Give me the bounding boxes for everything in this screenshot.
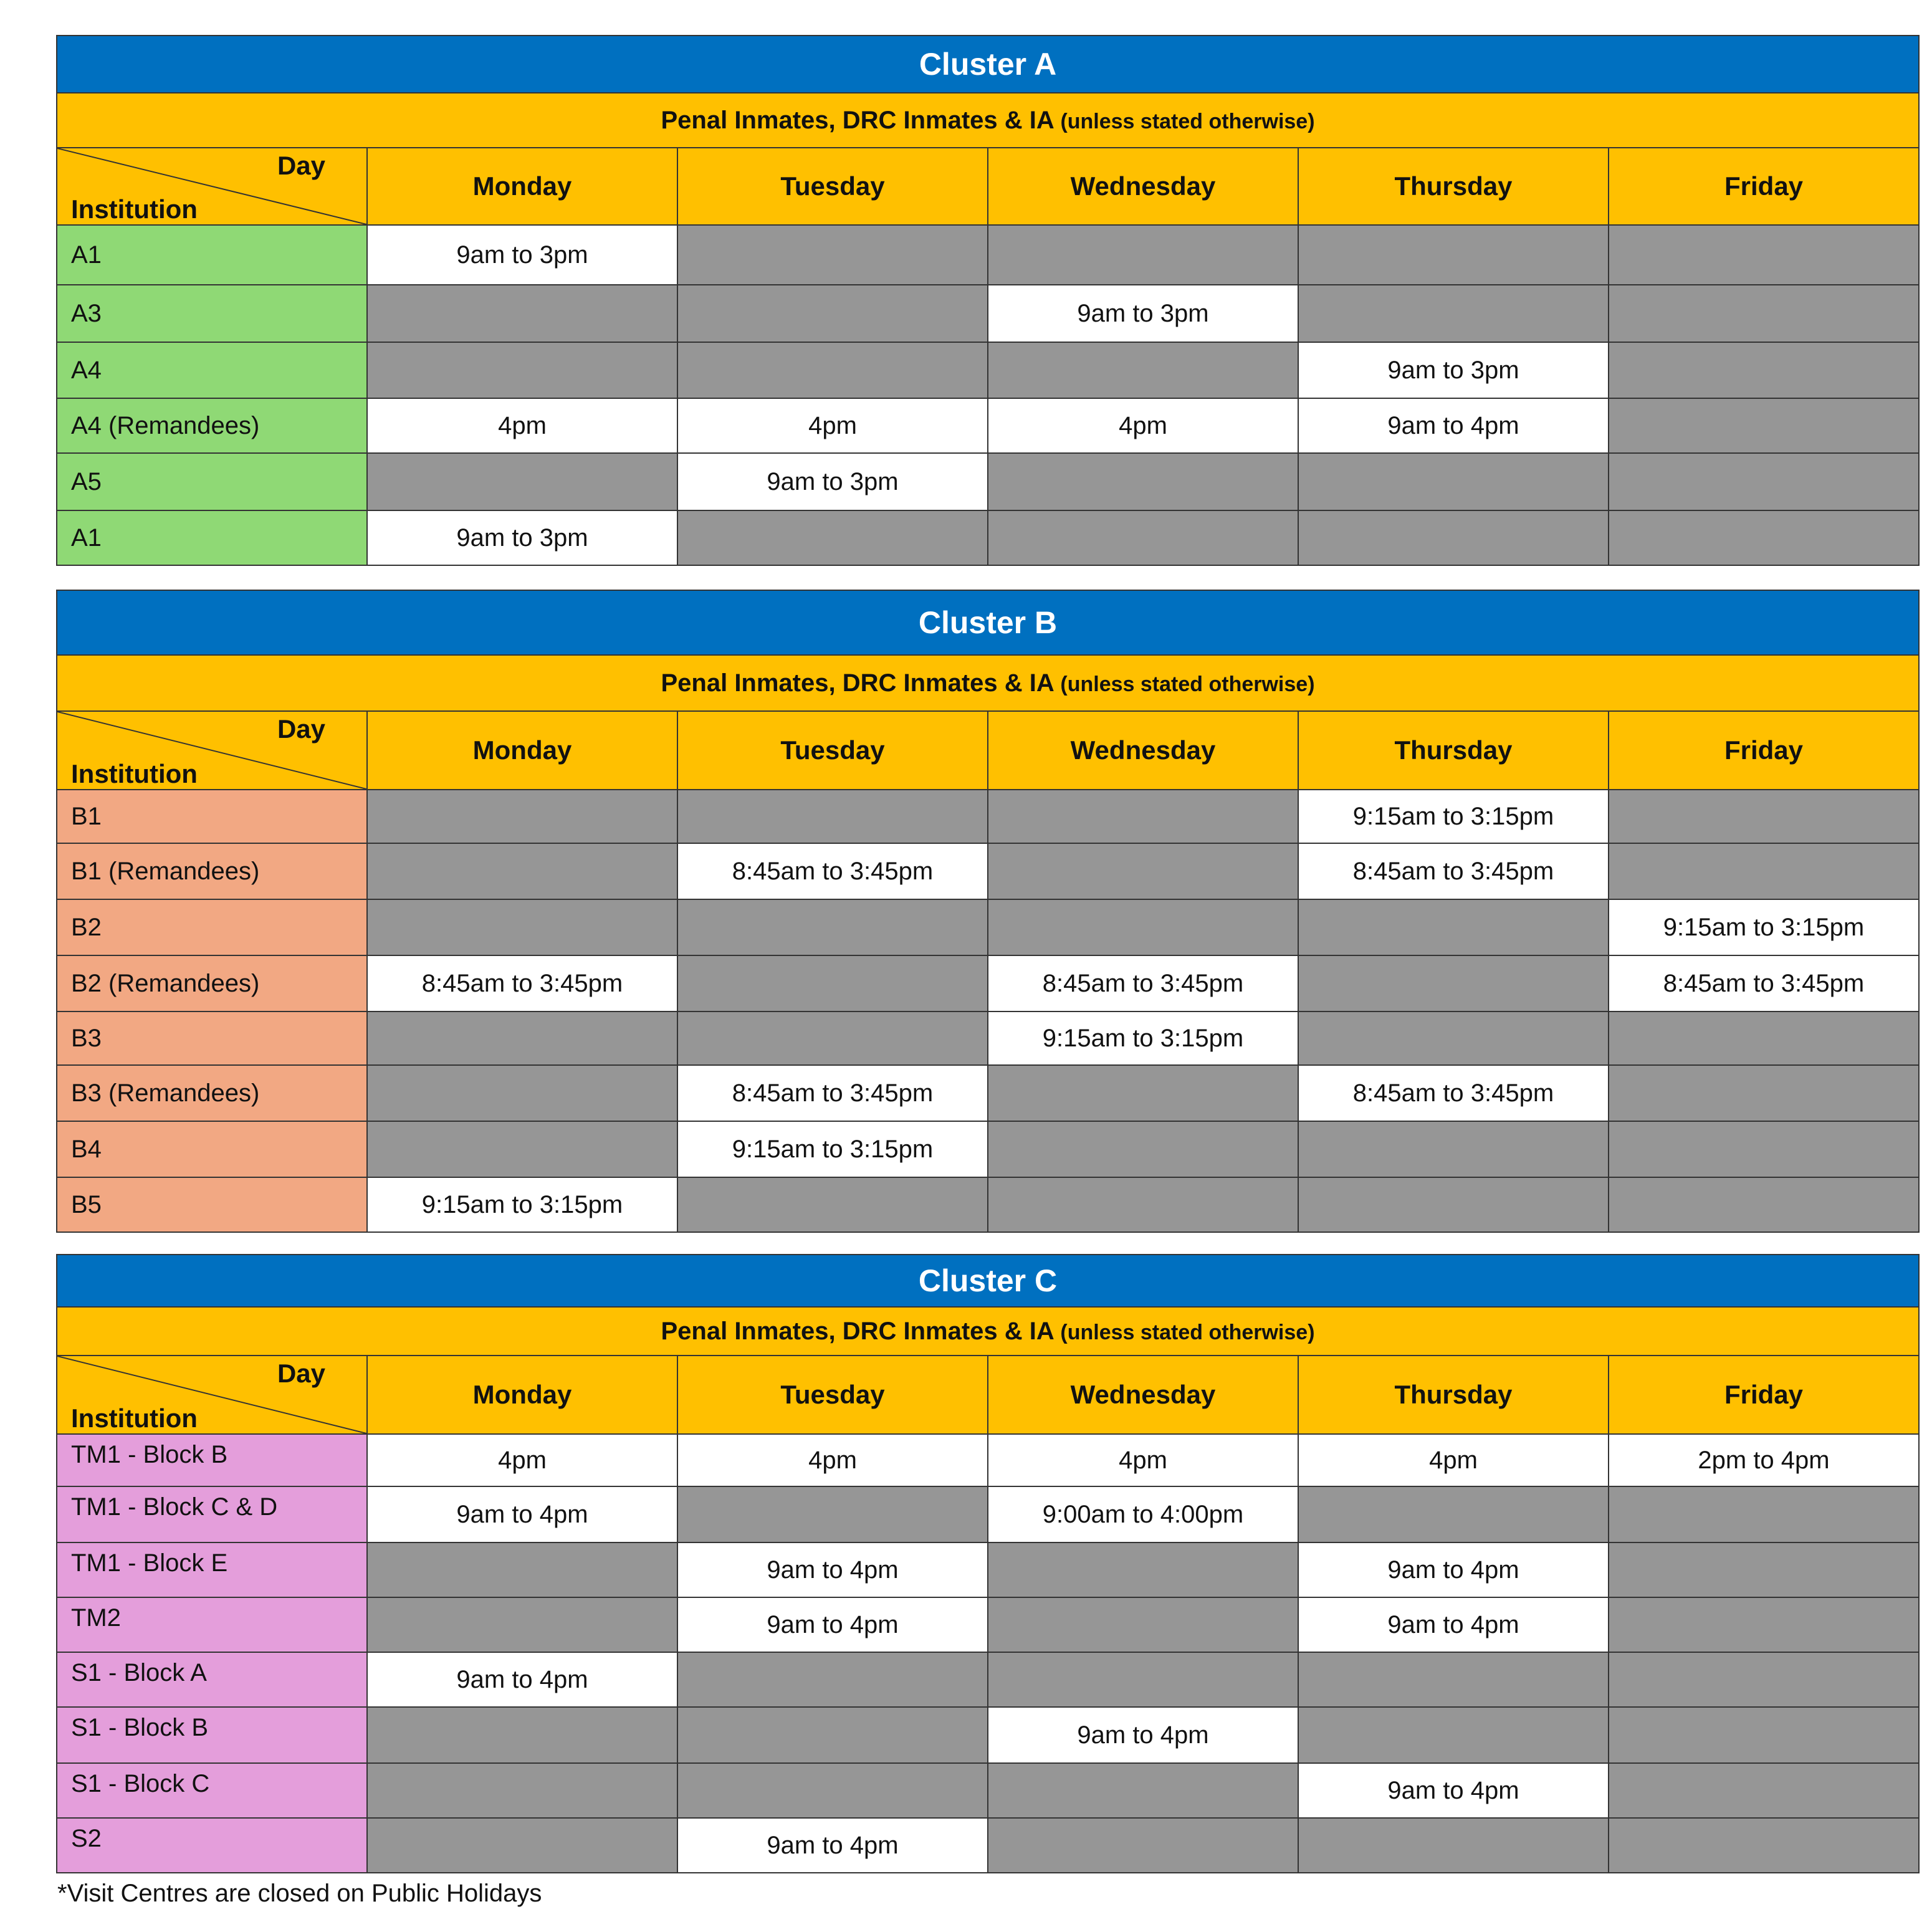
closed-slot — [1609, 510, 1919, 565]
closed-slot — [1609, 1177, 1919, 1232]
closed-slot — [988, 1065, 1298, 1121]
day-header-friday: Friday — [1609, 1356, 1919, 1434]
day-header-monday: Monday — [367, 1356, 677, 1434]
visit-slot: 9:00am to 4:00pm — [988, 1486, 1298, 1542]
closed-slot — [367, 899, 677, 955]
closed-slot — [1298, 225, 1609, 285]
closed-slot — [988, 1542, 1298, 1597]
closed-slot — [988, 453, 1298, 510]
closed-slot — [1298, 453, 1609, 510]
cluster-title: Cluster B — [57, 590, 1919, 655]
subtitle-note: (unless stated otherwise) — [1060, 109, 1315, 133]
table-row — [57, 1707, 1919, 1763]
closed-slot — [1298, 1486, 1609, 1542]
day-header-monday: Monday — [367, 711, 677, 790]
day-header-thursday: Thursday — [1298, 711, 1609, 790]
day-header-monday: Monday — [367, 148, 677, 225]
footnote: *Visit Centres are closed on Public Holidays — [57, 1880, 542, 1907]
visit-slot: 9am to 4pm — [367, 1486, 677, 1542]
table-row — [57, 955, 1919, 1011]
closed-slot — [1609, 1818, 1919, 1873]
visit-slot: 9am to 3pm — [988, 285, 1298, 342]
closed-slot — [1609, 1121, 1919, 1177]
table-row — [57, 510, 1919, 565]
subtitle-main: Penal Inmates, DRC Inmates & IA — [661, 669, 1054, 697]
closed-slot — [1609, 342, 1919, 398]
closed-slot — [367, 790, 677, 843]
closed-slot — [677, 1652, 988, 1707]
closed-slot — [677, 790, 988, 843]
institution-cell: A5 — [57, 453, 367, 510]
closed-slot — [367, 342, 677, 398]
closed-slot — [988, 1177, 1298, 1232]
closed-slot — [1609, 1707, 1919, 1763]
institution-cell: TM1 - Block C & D — [57, 1486, 367, 1542]
visit-slot: 4pm — [367, 398, 677, 453]
closed-slot — [1298, 1818, 1609, 1873]
cluster-a-table — [56, 35, 1920, 566]
corner-day-label: Day — [277, 714, 325, 744]
institution-cell: B2 (Remandees) — [57, 955, 367, 1011]
closed-slot — [677, 285, 988, 342]
closed-slot — [1609, 1065, 1919, 1121]
closed-slot — [1298, 1652, 1609, 1707]
visit-slot: 8:45am to 3:45pm — [677, 1065, 988, 1121]
cluster-title: Cluster C — [57, 1255, 1919, 1307]
day-header-tuesday: Tuesday — [677, 148, 988, 225]
institution-cell: B5 — [57, 1177, 367, 1232]
subtitle-note: (unless stated otherwise) — [1060, 1320, 1315, 1344]
closed-slot — [367, 453, 677, 510]
day-header-tuesday: Tuesday — [677, 1356, 988, 1434]
closed-slot — [1609, 398, 1919, 453]
institution-cell: B2 — [57, 899, 367, 955]
corner-header — [57, 1356, 367, 1434]
visit-slot: 9:15am to 3:15pm — [988, 1011, 1298, 1065]
visit-slot: 4pm — [677, 1434, 988, 1486]
institution-cell: A1 — [57, 225, 367, 285]
corner-header — [57, 711, 367, 790]
institution-cell: S1 - Block B — [57, 1707, 367, 1763]
corner-header — [57, 148, 367, 225]
closed-slot — [367, 1542, 677, 1597]
table-row — [57, 1652, 1919, 1707]
table-row — [57, 1177, 1919, 1232]
table-row — [57, 225, 1919, 285]
visit-slot: 9am to 4pm — [677, 1818, 988, 1873]
visit-slot: 9am to 3pm — [367, 225, 677, 285]
table-row — [57, 1486, 1919, 1542]
institution-cell: S1 - Block A — [57, 1652, 367, 1707]
corner-institution-label: Institution — [71, 759, 198, 788]
visit-slot: 4pm — [367, 1434, 677, 1486]
day-header-thursday: Thursday — [1298, 148, 1609, 225]
closed-slot — [1609, 790, 1919, 843]
closed-slot — [988, 225, 1298, 285]
table-row — [57, 342, 1919, 398]
closed-slot — [1609, 1597, 1919, 1652]
closed-slot — [988, 899, 1298, 955]
institution-cell: B1 — [57, 790, 367, 843]
visit-slot: 9am to 3pm — [677, 453, 988, 510]
visit-slot: 9:15am to 3:15pm — [1298, 790, 1609, 843]
closed-slot — [677, 342, 988, 398]
closed-slot — [1609, 1486, 1919, 1542]
closed-slot — [988, 1597, 1298, 1652]
institution-cell: A4 (Remandees) — [57, 398, 367, 453]
visit-slot: 9am to 4pm — [988, 1707, 1298, 1763]
table-row — [57, 1434, 1919, 1486]
visit-slot: 8:45am to 3:45pm — [367, 955, 677, 1011]
closed-slot — [1298, 510, 1609, 565]
closed-slot — [1298, 285, 1609, 342]
closed-slot — [1298, 1177, 1609, 1232]
institution-cell: A1 — [57, 510, 367, 565]
subtitle-main: Penal Inmates, DRC Inmates & IA — [661, 106, 1054, 134]
closed-slot — [1609, 453, 1919, 510]
table-row — [57, 398, 1919, 453]
closed-slot — [677, 955, 988, 1011]
institution-cell: TM1 - Block B — [57, 1434, 367, 1486]
visit-slot: 4pm — [677, 398, 988, 453]
closed-slot — [677, 510, 988, 565]
closed-slot — [367, 285, 677, 342]
table-row — [57, 1597, 1919, 1652]
corner-day-label: Day — [277, 151, 325, 180]
closed-slot — [1298, 1011, 1609, 1065]
visit-slot: 9am to 4pm — [1298, 1542, 1609, 1597]
cluster-c-table — [56, 1254, 1920, 1873]
closed-slot — [367, 843, 677, 899]
subtitle-main: Penal Inmates, DRC Inmates & IA — [661, 1317, 1054, 1345]
closed-slot — [677, 1707, 988, 1763]
closed-slot — [1298, 955, 1609, 1011]
visit-slot: 9am to 3pm — [1298, 342, 1609, 398]
visit-slot: 9am to 4pm — [677, 1542, 988, 1597]
day-header-friday: Friday — [1609, 711, 1919, 790]
table-row — [57, 1065, 1919, 1121]
institution-cell: B1 (Remandees) — [57, 843, 367, 899]
closed-slot — [988, 510, 1298, 565]
institution-cell: B3 — [57, 1011, 367, 1065]
institution-cell: TM1 - Block E — [57, 1542, 367, 1597]
closed-slot — [367, 1011, 677, 1065]
institution-cell: S2 — [57, 1818, 367, 1873]
visit-slot: 9am to 4pm — [367, 1652, 677, 1707]
visit-slot: 9am to 4pm — [1298, 1763, 1609, 1818]
visit-slot: 9:15am to 3:15pm — [1609, 899, 1919, 955]
day-header-wednesday: Wednesday — [988, 1356, 1298, 1434]
table-row — [57, 843, 1919, 899]
closed-slot — [367, 1597, 677, 1652]
closed-slot — [988, 342, 1298, 398]
visit-slot: 9am to 4pm — [677, 1597, 988, 1652]
visit-slot: 9:15am to 3:15pm — [367, 1177, 677, 1232]
closed-slot — [988, 1121, 1298, 1177]
closed-slot — [677, 1177, 988, 1232]
table-row — [57, 1121, 1919, 1177]
visit-slot: 4pm — [1298, 1434, 1609, 1486]
closed-slot — [988, 1652, 1298, 1707]
cluster-b-table — [56, 590, 1920, 1233]
institution-cell: TM2 — [57, 1597, 367, 1652]
visit-slot: 9am to 4pm — [1298, 1597, 1609, 1652]
closed-slot — [1609, 1542, 1919, 1597]
visit-slot: 9am to 4pm — [1298, 398, 1609, 453]
day-header-tuesday: Tuesday — [677, 711, 988, 790]
closed-slot — [988, 1763, 1298, 1818]
visit-slot: 8:45am to 3:45pm — [988, 955, 1298, 1011]
table-row — [57, 1542, 1919, 1597]
table-row — [57, 1818, 1919, 1873]
institution-cell: B4 — [57, 1121, 367, 1177]
closed-slot — [988, 843, 1298, 899]
corner-institution-label: Institution — [71, 194, 198, 224]
table-row — [57, 899, 1919, 955]
table-row — [57, 453, 1919, 510]
closed-slot — [1298, 899, 1609, 955]
table-row — [57, 1763, 1919, 1818]
visit-slot: 8:45am to 3:45pm — [1609, 955, 1919, 1011]
closed-slot — [677, 899, 988, 955]
closed-slot — [677, 1486, 988, 1542]
visit-slot: 4pm — [988, 1434, 1298, 1486]
closed-slot — [1609, 285, 1919, 342]
closed-slot — [677, 1011, 988, 1065]
closed-slot — [1609, 843, 1919, 899]
day-header-wednesday: Wednesday — [988, 711, 1298, 790]
visit-slot: 2pm to 4pm — [1609, 1434, 1919, 1486]
table-row — [57, 285, 1919, 342]
closed-slot — [1609, 1011, 1919, 1065]
corner-day-label: Day — [277, 1359, 325, 1388]
day-header-friday: Friday — [1609, 148, 1919, 225]
closed-slot — [367, 1763, 677, 1818]
corner-institution-label: Institution — [71, 1404, 198, 1433]
institution-cell: A3 — [57, 285, 367, 342]
closed-slot — [1298, 1121, 1609, 1177]
institution-cell: B3 (Remandees) — [57, 1065, 367, 1121]
visit-slot: 8:45am to 3:45pm — [1298, 843, 1609, 899]
visit-slot: 8:45am to 3:45pm — [677, 843, 988, 899]
closed-slot — [988, 790, 1298, 843]
subtitle-note: (unless stated otherwise) — [1060, 672, 1315, 696]
closed-slot — [367, 1818, 677, 1873]
visit-slot: 9am to 3pm — [367, 510, 677, 565]
day-header-thursday: Thursday — [1298, 1356, 1609, 1434]
institution-cell: A4 — [57, 342, 367, 398]
closed-slot — [1609, 1652, 1919, 1707]
cluster-title: Cluster A — [57, 36, 1919, 93]
closed-slot — [1609, 225, 1919, 285]
closed-slot — [677, 1763, 988, 1818]
cluster-subtitle — [57, 93, 1919, 148]
closed-slot — [367, 1065, 677, 1121]
table-row — [57, 790, 1919, 843]
institution-cell: S1 - Block C — [57, 1763, 367, 1818]
closed-slot — [367, 1121, 677, 1177]
visit-slot: 4pm — [988, 398, 1298, 453]
cluster-subtitle — [57, 1307, 1919, 1356]
closed-slot — [1298, 1707, 1609, 1763]
closed-slot — [677, 225, 988, 285]
closed-slot — [367, 1707, 677, 1763]
table-row — [57, 1011, 1919, 1065]
visit-slot: 9:15am to 3:15pm — [677, 1121, 988, 1177]
closed-slot — [988, 1818, 1298, 1873]
closed-slot — [1609, 1763, 1919, 1818]
visit-slot: 8:45am to 3:45pm — [1298, 1065, 1609, 1121]
cluster-subtitle — [57, 655, 1919, 711]
day-header-wednesday: Wednesday — [988, 148, 1298, 225]
